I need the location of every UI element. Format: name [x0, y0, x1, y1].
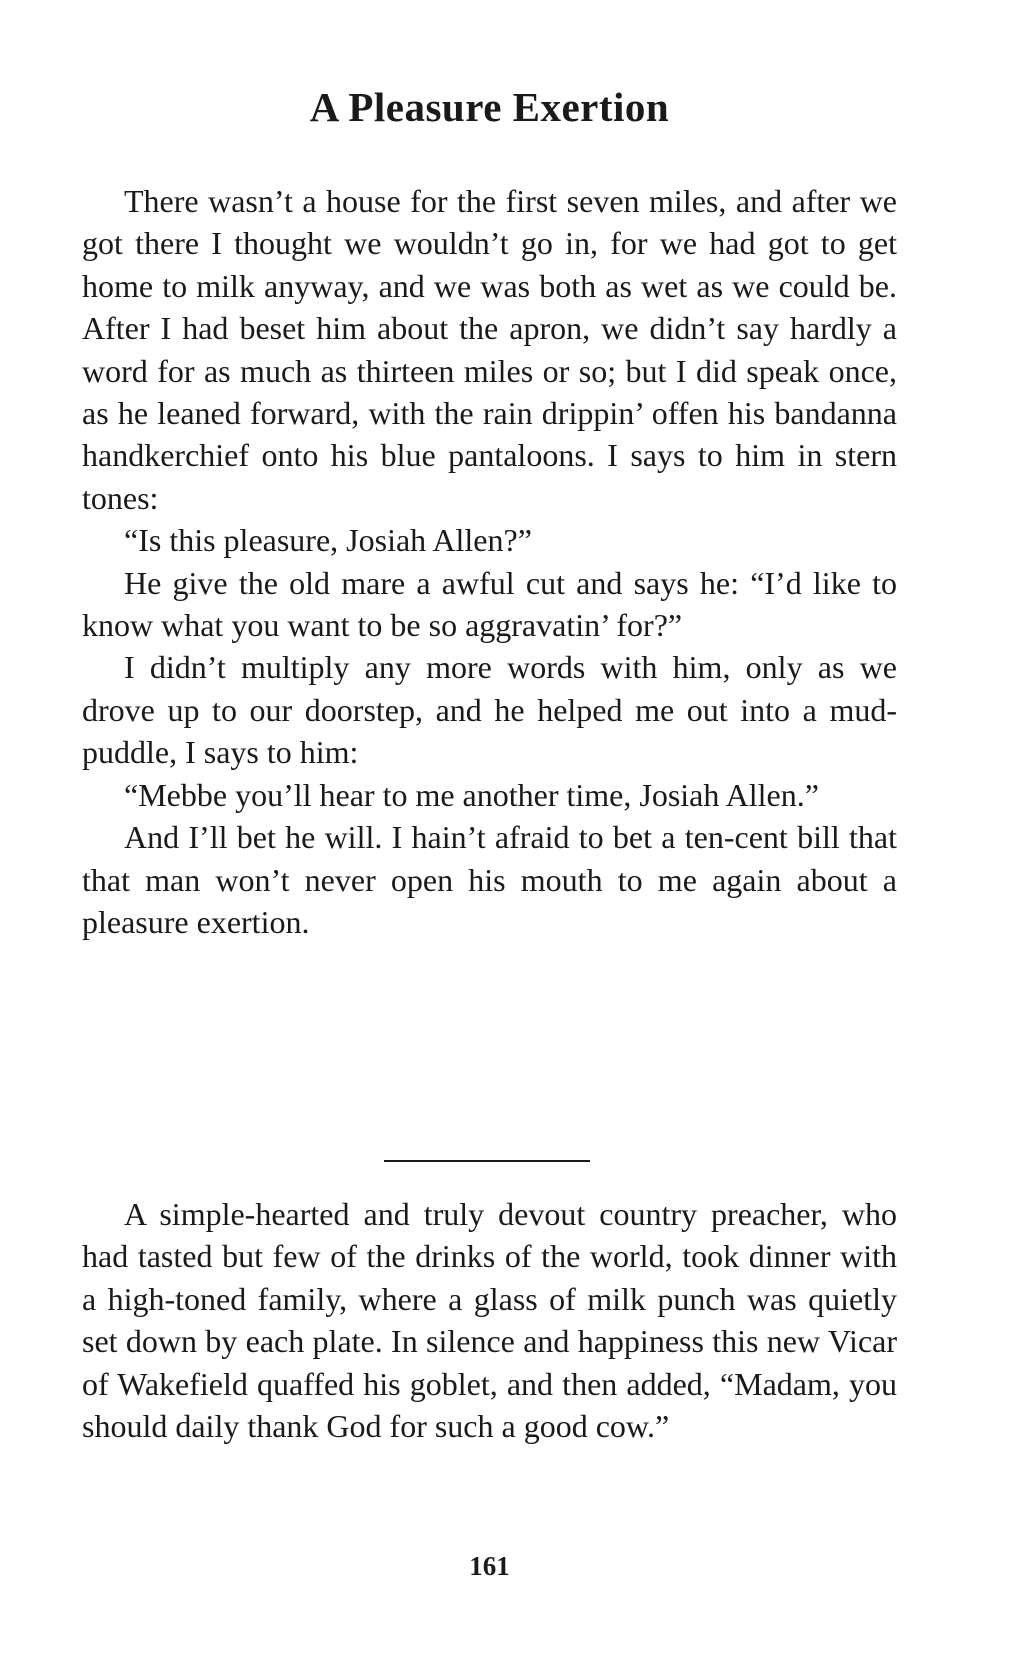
- story-text: [82, 180, 897, 943]
- paragraph: “Is this pleasure, Josiah Allen?”: [124, 522, 532, 559]
- chapter-title: A Pleasure Exertion: [309, 84, 670, 130]
- paragraph: “Mebbe you’ll hear to me another time, Josiah Allen.”: [124, 776, 819, 813]
- section-divider: [384, 1160, 590, 1162]
- paragraph: And I’ll bet he will. I hain’t afraid to bet a ten-cent bill that that man won’t never open his mouth to me again about a pleasure exertion.: [82, 819, 897, 940]
- paragraph: A simple-hearted and truly devout country preacher, who had tasted but few of the drinks of the world, took dinner with a high-toned family, where a glass of milk punch was quietly set down by each plate. In silence and happiness this new Vicar of Wakefield quaffed his goblet, and then added, “Madam, you should daily thank God for such a good cow.”: [82, 1196, 897, 1445]
- paragraph: I didn’t multiply any more words with him, only as we drove up to our doorstep, and he helped me out into a mud-puddle, I says to him:: [82, 649, 897, 771]
- paragraph: He give the old mare a awful cut and says he: “I’d like to know what you want to be so aggravatin’ for?”: [82, 564, 897, 644]
- anecdote-text: [82, 1193, 897, 1447]
- page-number: 161: [469, 1551, 510, 1581]
- paragraph: There wasn’t a house for the first seven miles, and after we got there I thought we wouldn’t go in, for we had got to get home to milk anyway, and we was both as wet as we could be. After I had beset him about the apron, we didn’t say hardly a word for as much as thirteen miles or so; but I did speak once, as he leaned forward, with the rain drippin’ offen his bandanna handkerchief onto his blue pantaloons. I says to him in stern tones:: [82, 183, 897, 516]
- book-page: [82, 0, 897, 1660]
